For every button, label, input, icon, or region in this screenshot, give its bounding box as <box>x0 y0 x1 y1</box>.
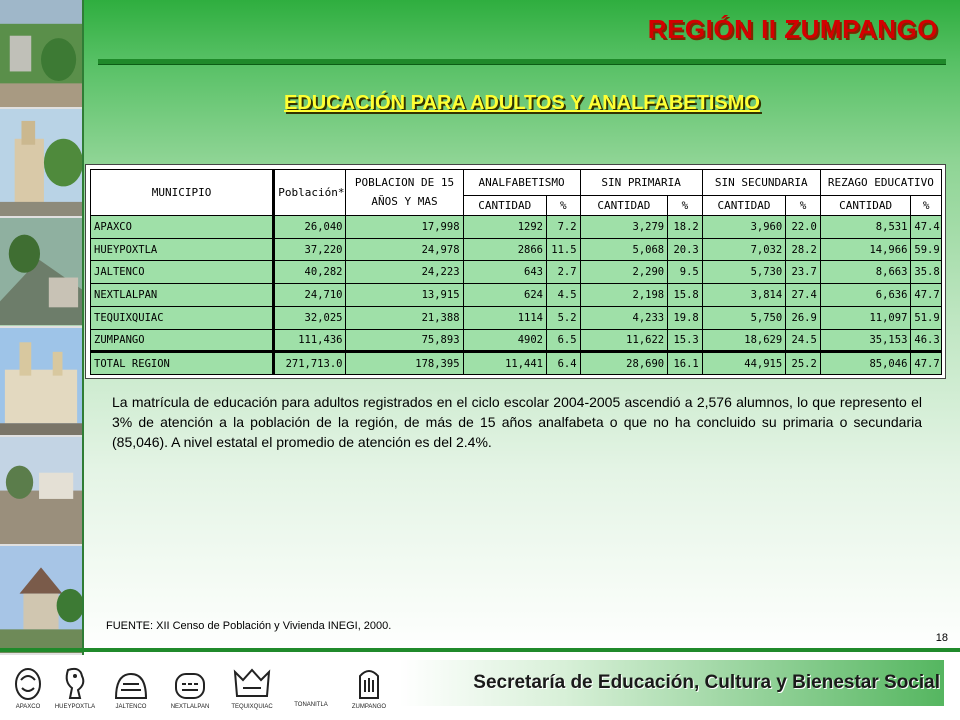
cell-sin-secundaria-pct: 28.2 <box>786 238 821 261</box>
cell-rezago-cantidad: 85,046 <box>820 352 911 375</box>
cell-sin-secundaria-cantidad: 3,960 <box>702 216 785 239</box>
cell-rezago-pct: 59.9 <box>911 238 942 261</box>
cell-sin-secundaria-cantidad: 5,750 <box>702 306 785 329</box>
header-poblacion-15-line2: AÑOS Y MAS <box>371 194 438 208</box>
cell-sin-primaria-cantidad: 28,690 <box>580 352 668 375</box>
header-municipio: MUNICIPIO <box>91 170 274 216</box>
photo-strip <box>0 0 84 655</box>
cell-analfabetismo-pct: 2.7 <box>547 261 581 284</box>
cell-rezago-cantidad: 6,636 <box>820 284 911 307</box>
apaxco-glyph <box>6 666 50 710</box>
cell-rezago-cantidad: 8,663 <box>820 261 911 284</box>
cell-analfabetismo-cantidad: 643 <box>463 261 546 284</box>
header-poblacion-15 <box>346 170 463 216</box>
cell-rezago-cantidad: 8,531 <box>820 216 911 239</box>
cell-sin-secundaria-cantidad: 7,032 <box>702 238 785 261</box>
table-row <box>91 306 942 329</box>
apaxco-glyph-icon <box>13 666 43 702</box>
subheader-pct: % <box>911 196 942 216</box>
zumpango-glyph-icon <box>354 666 384 702</box>
glyph-label-tonanitla: TONANITLA <box>294 702 328 708</box>
cell-analfabetismo-pct: 4.5 <box>547 284 581 307</box>
cell-poblacion: 111,436 <box>274 329 346 352</box>
subheader-cantidad: CANTIDAD <box>820 196 911 216</box>
cell-analfabetismo-cantidad: 11,441 <box>463 352 546 375</box>
cell-sin-secundaria-pct: 27.4 <box>786 284 821 307</box>
subheader-cantidad: CANTIDAD <box>702 196 785 216</box>
zumpango-glyph <box>344 666 394 710</box>
table-row <box>91 261 942 284</box>
cell-analfabetismo-cantidad: 624 <box>463 284 546 307</box>
header-sin-primaria: SIN PRIMARIA <box>580 170 702 196</box>
subheader-cantidad: CANTIDAD <box>580 196 668 216</box>
subheader-pct: % <box>547 196 581 216</box>
region-title: REGIÓN II ZUMPANGO <box>647 14 938 44</box>
cell-rezago-pct: 47.7 <box>911 284 942 307</box>
cell-sin-primaria-cantidad: 2,290 <box>580 261 668 284</box>
data-table-frame <box>85 164 946 379</box>
header-poblacion: Población* <box>274 170 346 216</box>
cell-sin-primaria-pct: 16.1 <box>668 352 703 375</box>
cell-sin-primaria-cantidad: 2,198 <box>580 284 668 307</box>
cell-municipio: TOTAL REGION <box>91 352 274 375</box>
cell-rezago-cantidad: 11,097 <box>820 306 911 329</box>
cell-sin-primaria-pct: 9.5 <box>668 261 703 284</box>
photo-kiosk <box>0 546 82 655</box>
cell-sin-secundaria-pct: 26.9 <box>786 306 821 329</box>
cell-rezago-pct: 47.7 <box>911 352 942 375</box>
cell-sin-secundaria-pct: 24.5 <box>786 329 821 352</box>
cell-sin-secundaria-cantidad: 44,915 <box>702 352 785 375</box>
cell-sin-primaria-pct: 15.3 <box>668 329 703 352</box>
table-row <box>91 238 942 261</box>
cell-sin-primaria-cantidad: 5,068 <box>580 238 668 261</box>
cell-analfabetismo-pct: 11.5 <box>547 238 581 261</box>
glyph-label-nextlalpan: NEXTLALPAN <box>170 704 210 710</box>
subheader-pct: % <box>786 196 821 216</box>
photo-park <box>0 218 82 327</box>
table-row <box>91 329 942 352</box>
glyph-label-tequixquiac: TEQUIXQUIAC <box>231 704 273 710</box>
cell-poblacion-15: 75,893 <box>346 329 463 352</box>
tonanitla-glyph <box>286 700 336 708</box>
cell-analfabetismo-pct: 6.4 <box>547 352 581 375</box>
header-rezago: REZAGO EDUCATIVO <box>820 170 941 196</box>
photo-market <box>0 437 82 546</box>
body-paragraph: La matrícula de educación para adultos registrados en el ciclo escolar 2004-2005 ascendió a 2,576 alumnos, lo que represento el 3% de atención a la población de la región, de más de 15 años analfabeta o que no ha concluido su primaria o secundaria (85,046). A nivel estatal el promedio de atención es del 2.4%. <box>112 394 922 450</box>
cell-analfabetismo-cantidad: 2866 <box>463 238 546 261</box>
subheader-pct: % <box>668 196 703 216</box>
tequixquiac-glyph-icon <box>231 666 273 702</box>
source-note: FUENTE: XII Censo de Población y Vivienda INEGI, 2000. <box>106 620 392 632</box>
photo-plaza <box>0 0 82 109</box>
cell-poblacion: 24,710 <box>274 284 346 307</box>
section-title: EDUCACIÓN PARA ADULTOS Y ANALFABETISMO <box>284 92 760 114</box>
table-row <box>91 216 942 239</box>
cell-municipio: JALTENCO <box>91 261 274 284</box>
cell-sin-primaria-cantidad: 3,279 <box>580 216 668 239</box>
jaltenco-glyph-icon <box>113 670 149 702</box>
cell-analfabetismo-cantidad: 1114 <box>463 306 546 329</box>
header-analfabetismo: ANALFABETISMO <box>463 170 580 196</box>
cell-municipio: APAXCO <box>91 216 274 239</box>
municipio-glyph-strip <box>0 662 400 720</box>
cell-analfabetismo-cantidad: 4902 <box>463 329 546 352</box>
cell-poblacion-15: 21,388 <box>346 306 463 329</box>
cell-rezago-cantidad: 35,153 <box>820 329 911 352</box>
education-table <box>90 169 942 375</box>
cell-rezago-cantidad: 14,966 <box>820 238 911 261</box>
hueypoxtla-glyph <box>50 664 100 710</box>
cell-sin-primaria-cantidad: 11,622 <box>580 329 668 352</box>
bottom-divider <box>0 648 960 652</box>
cell-analfabetismo-cantidad: 1292 <box>463 216 546 239</box>
cell-poblacion: 271,713.0 <box>274 352 346 375</box>
cell-analfabetismo-pct: 6.5 <box>547 329 581 352</box>
glyph-label-apaxco: APAXCO <box>15 704 41 710</box>
footer-organization-band <box>400 660 944 706</box>
glyph-label-hueypoxtla: HUEYPOXTLA <box>54 704 96 710</box>
page-number: 18 <box>935 632 948 644</box>
cell-sin-secundaria-cantidad: 18,629 <box>702 329 785 352</box>
cell-poblacion: 26,040 <box>274 216 346 239</box>
cell-sin-primaria-pct: 20.3 <box>668 238 703 261</box>
cell-sin-primaria-pct: 15.8 <box>668 284 703 307</box>
glyph-label-jaltenco: JALTENCO <box>115 704 147 710</box>
cell-municipio: NEXTLALPAN <box>91 284 274 307</box>
nextlalpan-glyph <box>164 670 216 710</box>
cell-sin-secundaria-pct: 22.0 <box>786 216 821 239</box>
cell-rezago-pct: 46.3 <box>911 329 942 352</box>
cell-rezago-pct: 51.9 <box>911 306 942 329</box>
cell-sin-primaria-pct: 18.2 <box>668 216 703 239</box>
cell-sin-primaria-pct: 19.8 <box>668 306 703 329</box>
cell-poblacion: 37,220 <box>274 238 346 261</box>
header-poblacion-15-line1: POBLACION DE 15 <box>354 175 455 189</box>
tequixquiac-glyph <box>224 666 280 710</box>
table-total-row <box>91 352 942 375</box>
cell-analfabetismo-pct: 7.2 <box>547 216 581 239</box>
cell-sin-primaria-cantidad: 4,233 <box>580 306 668 329</box>
cell-poblacion: 32,025 <box>274 306 346 329</box>
cell-municipio: HUEYPOXTLA <box>91 238 274 261</box>
cell-rezago-pct: 47.4 <box>911 216 942 239</box>
cell-municipio: ZUMPANGO <box>91 329 274 352</box>
organization-name: Secretaría de Educación, Cultura y Bienestar Social <box>473 672 940 693</box>
photo-palace <box>0 328 82 437</box>
glyph-label-zumpango: ZUMPANGO <box>351 704 387 710</box>
nextlalpan-glyph-icon <box>172 670 208 702</box>
cell-rezago-pct: 35.8 <box>911 261 942 284</box>
top-divider <box>98 59 946 65</box>
hueypoxtla-glyph-icon <box>60 664 90 702</box>
cell-poblacion-15: 24,978 <box>346 238 463 261</box>
cell-sin-secundaria-cantidad: 5,730 <box>702 261 785 284</box>
subheader-cantidad: CANTIDAD <box>463 196 546 216</box>
cell-analfabetismo-pct: 5.2 <box>547 306 581 329</box>
cell-sin-secundaria-cantidad: 3,814 <box>702 284 785 307</box>
cell-municipio: TEQUIXQUIAC <box>91 306 274 329</box>
cell-poblacion-15: 17,998 <box>346 216 463 239</box>
cell-sin-secundaria-pct: 25.2 <box>786 352 821 375</box>
cell-poblacion-15: 178,395 <box>346 352 463 375</box>
photo-church <box>0 109 82 218</box>
jaltenco-glyph <box>106 670 156 710</box>
header-sin-secundaria: SIN SECUNDARIA <box>702 170 820 196</box>
cell-poblacion-15: 24,223 <box>346 261 463 284</box>
cell-sin-secundaria-pct: 23.7 <box>786 261 821 284</box>
cell-poblacion: 40,282 <box>274 261 346 284</box>
table-row <box>91 284 942 307</box>
cell-poblacion-15: 13,915 <box>346 284 463 307</box>
